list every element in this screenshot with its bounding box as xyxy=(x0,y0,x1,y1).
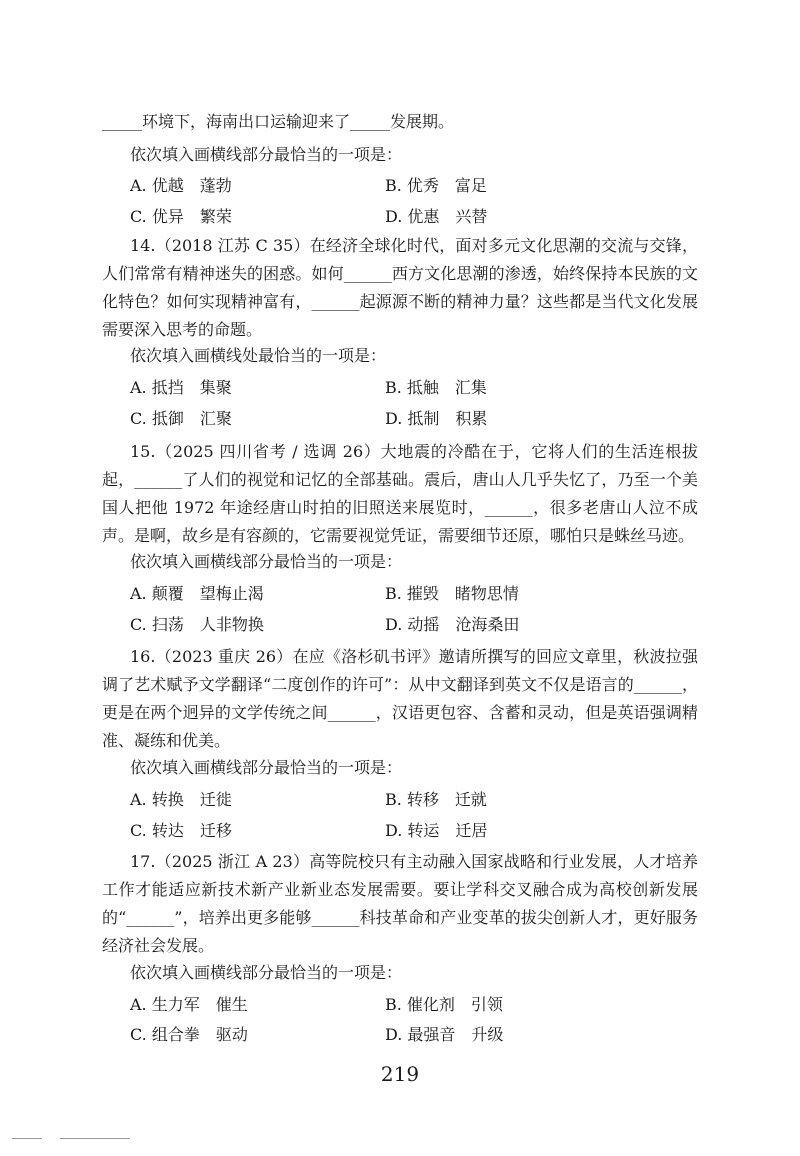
q13-option-b: B. 优秀 富足 xyxy=(385,176,487,195)
carryover-line: _____环境下，海南出口运输迎来了_____发展期。 xyxy=(102,112,455,131)
q15-option-d: D. 动摇 沧海桑田 xyxy=(385,615,520,634)
q15-option-a: A. 颠覆 望梅止渴 xyxy=(130,584,264,603)
q14-option-c: C. 抵御 汇聚 xyxy=(130,409,232,428)
q13-option-d: D. 优惠 兴替 xyxy=(385,207,488,226)
q17-option-c: C. 组合拳 驱动 xyxy=(130,1025,248,1044)
q13-option-c: C. 优异 繁荣 xyxy=(130,207,232,226)
q16-option-c: C. 转达 迁移 xyxy=(130,821,232,840)
q17-prompt: 依次填入画横线部分最恰当的一项是： xyxy=(130,963,403,982)
scan-speck xyxy=(12,1138,42,1139)
q17-option-b: B. 催化剂 引领 xyxy=(385,995,503,1014)
q16-option-d: D. 转运 迁居 xyxy=(385,821,488,840)
q16-option-a: A. 转换 迁徙 xyxy=(130,790,232,809)
q15-option-c: C. 扫荡 人非物换 xyxy=(130,615,264,634)
q16-option-b: B. 转移 迁就 xyxy=(385,790,487,809)
q16-prompt: 依次填入画横线部分最恰当的一项是： xyxy=(130,758,403,777)
q17-option-a: A. 生力军 催生 xyxy=(130,995,248,1014)
q14-option-b: B. 抵触 汇集 xyxy=(385,378,487,397)
q16-text: 16.（2023 重庆 26）在应《洛杉矶书评》邀请所撰写的回应文章里，秋波拉强调了艺术赋予文学翻译“二度创作的许可”：从中文翻译到英文不仅是语言的______，更是在两个迥异的文学传统之间______，汉语更包容、含蓄和灵动，但是英语强调精准、凝练和优美。 xyxy=(102,647,698,750)
q17-option-d: D. 最强音 升级 xyxy=(385,1025,504,1044)
q15-prompt: 依次填入画横线部分最恰当的一项是： xyxy=(130,552,403,571)
scan-speck xyxy=(60,1138,130,1139)
q14-prompt: 依次填入画横线处最恰当的一项是： xyxy=(130,346,387,365)
q13-option-a: A. 优越 蓬勃 xyxy=(130,176,232,195)
q14-option-d: D. 抵制 积累 xyxy=(385,409,488,428)
q17-text: 17.（2025 浙江 A 23）高等院校只有主动融入国家战略和行业发展，人才培养工作才能适应新技术新产业新业态发展需要。要让学科交叉融合成为高校创新发展的“______”，培养出更多能够______科技革命和产业变革的拔尖创新人才，更好服务经济社会发展。 xyxy=(102,852,698,955)
q15-text: 15.（2025 四川省考 / 选调 26）大地震的冷酷在于，它将人们的生活连根拔起，______了人们的视觉和记忆的全部基础。震后，唐山人几乎失忆了，乃至一个美国人把他 1972 年途经唐山时拍的旧照送来展览时，______，很多老唐山人泣不成声。是啊，故乡是有容颜的，它需要视觉凭证，需要细节还原，哪怕只是蛛丝马迹。 xyxy=(102,442,698,545)
page-number: 219 xyxy=(380,1062,420,1086)
q14-option-a: A. 抵挡 集聚 xyxy=(130,378,232,397)
q14-text: 14.（2018 江苏 C 35）在经济全球化时代，面对多元文化思潮的交流与交锋，人们常常有精神迷失的困惑。如何______西方文化思潮的渗透，始终保持本民族的文化特色？如何实现精神富有，______起源源不断的精神力量？这些都是当代文化发展需要深入思考的命题。 xyxy=(102,236,698,339)
q15-option-b: B. 摧毁 睹物思情 xyxy=(385,584,519,603)
q13-prompt: 依次填入画横线部分最恰当的一项是： xyxy=(130,145,403,164)
